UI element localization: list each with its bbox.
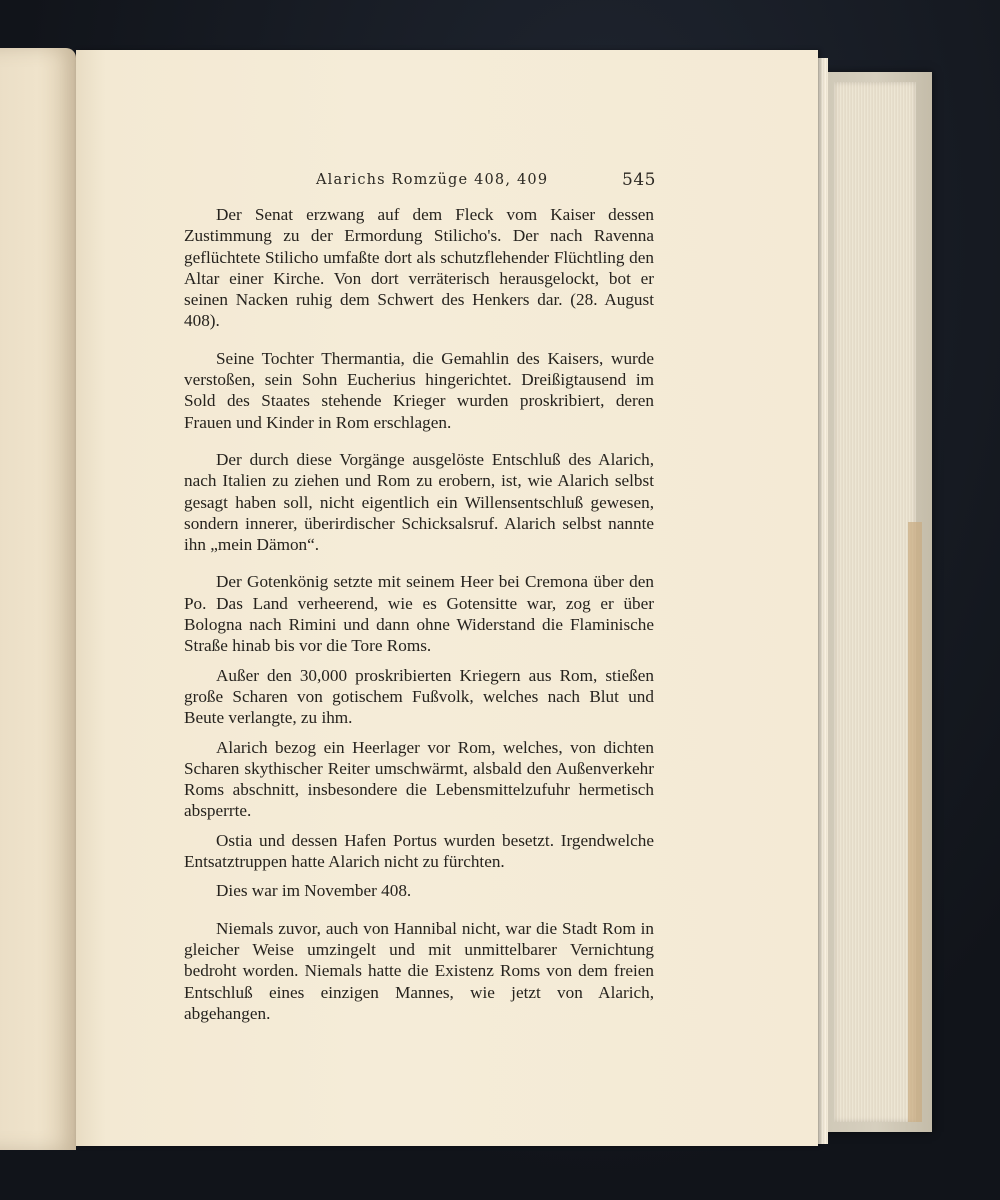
paragraph: Dies war im November 408. bbox=[216, 881, 412, 901]
book-page bbox=[76, 50, 818, 1146]
paragraph: Niemals zuvor, auch von Hannibal nicht, war die Stadt Rom in gleicher Weise umzingelt und mit unmittelbarer Vernichtung bedroht worden. Niemals hatte die Existenz Roms von dem freien Entschluß eines einzigen Mannes, wie jetzt von Alarich, abgehangen. bbox=[184, 918, 654, 1023]
running-title: Alarichs Romzüge 408, 409 bbox=[316, 172, 549, 188]
paragraph: Der Senat erzwang auf dem Fleck vom Kaiser dessen Zustimmung zu der Ermordung Stilicho's. Der nach Ravenna geflüchtete Stilicho umfaßte dort als schutzflehender Flüchtling den Altar einer Kirche. Von dort verräterisch herausgelockt, bot er seinen Nacken ruhig dem Schwert des Henkers dar. (28. August 408). bbox=[184, 205, 654, 331]
edge-marker bbox=[908, 522, 922, 1122]
page-fore-edge bbox=[834, 82, 916, 1122]
paragraph: Der durch diese Vorgänge ausgelöste Entschluß des Alarich, nach Italien zu ziehen und Rom zu erobern, ist, wie Alarich selbst gesagt haben soll, nicht eigentlich ein Willensentschluß gewesen, sondern innerer, überirdischer Schicksalsruf. Alarich selbst nannte ihn „mein Dämon“. bbox=[184, 449, 654, 555]
paragraph: Außer den 30,000 proskribierten Kriegern aus Rom, stießen große Scharen von gotischem Fußvolk, welches nach Blut und Beute verlangte, zu ihm. bbox=[184, 665, 654, 728]
paragraph: Ostia und dessen Hafen Portus wurden besetzt. Irgendwelche Entsatztruppen hatte Alarich nicht zu fürchten. bbox=[184, 830, 654, 872]
facing-page bbox=[0, 48, 76, 1150]
paragraph: Seine Tochter Thermantia, die Gemahlin des Kaisers, wurde verstoßen, sein Sohn Eucherius hingerichtet. Dreißigtausend im Sold des Staates stehende Krieger wurden proskribiert, deren Frauen und Kinder in Rom erschlagen. bbox=[184, 348, 654, 432]
page-body bbox=[184, 204, 654, 1032]
page-number: 545 bbox=[622, 170, 656, 190]
page-header bbox=[76, 170, 818, 196]
paragraph: Alarich bezog ein Heerlager vor Rom, welches, von dichten Scharen skythischer Reiter umschwärmt, alsbald den Außenverkehr Roms abschnitt, insbesondere die Lebensmittelzufuhr hermetisch absperrte. bbox=[184, 737, 654, 821]
paragraph: Der Gotenkönig setzte mit seinem Heer bei Cremona über den Po. Das Land verheerend, wie es Gotensitte war, zog er über Bologna nach Rimini und dann ohne Widerstand die Flaminische Straße hinab bis vor die Tore Roms. bbox=[184, 572, 654, 656]
